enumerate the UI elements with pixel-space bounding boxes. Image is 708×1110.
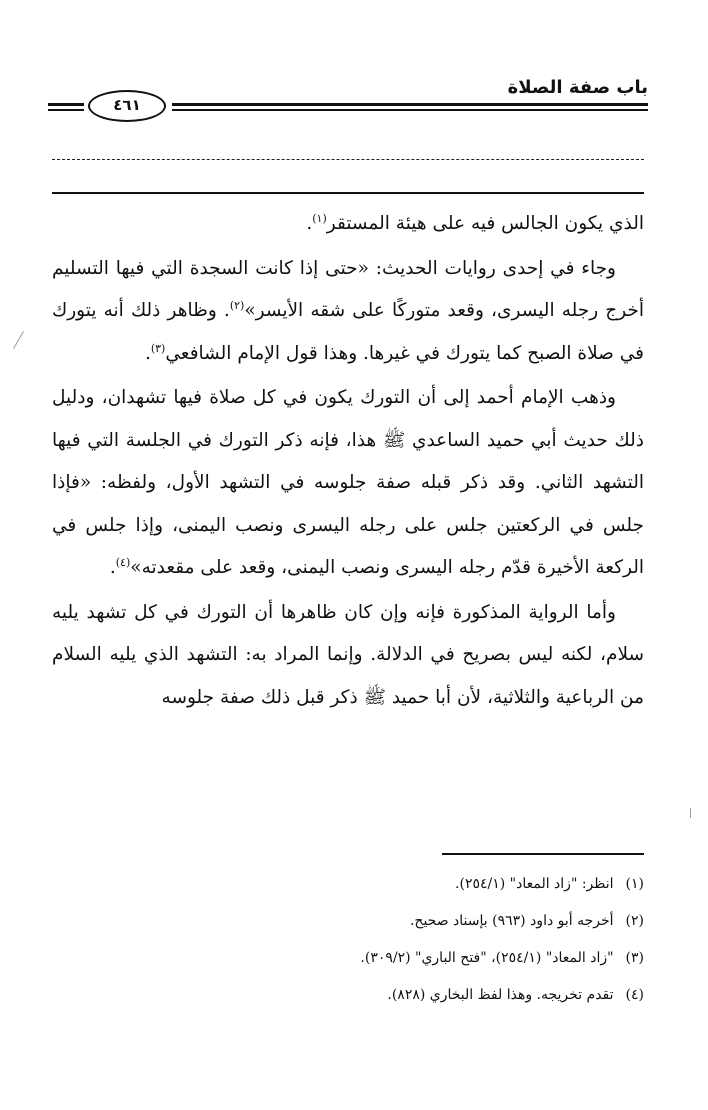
footnote-3: (٣) "زاد المعاد" (٢٥٤/١)، "فتح الباري" (٣٠٩/٢). [360, 950, 644, 966]
footnote-1: (١) انظر: "زاد المعاد" (٢٥٤/١). [455, 876, 644, 892]
footnote-ref-3: (٣) [150, 341, 166, 355]
paragraph-3: وذهب الإمام أحمد إلى أن التورك يكون في كل صلاة فيها تشهدان، ودليل ذلك حديث أبي حميد الساعدي ﷺ هذا، فإنه ذكر التورك في الجلسة التي فيها التشهد الثاني. وقد ذكر قبله صفة جلوسه في التشهد الأول، ولفظه: «فإذا جلس في الركعتين جلس على رجله اليسرى ونصب اليمنى، وإذا جلس في الركعة الأخيرة قدّم رجله اليسرى ونصب اليمنى، وقعد على مقعدته»$^{(٤)}$. [52, 387, 644, 578]
footnote-ref-4: (٤) [115, 555, 131, 569]
footnotes [84, 866, 644, 1014]
paragraph-4: وأما الرواية المذكورة فإنه وإن كان ظاهرها أن التورك في كل تشهد يليه سلام، لكنه ليس بصريح في الدلالة. وإنما المراد به: التشهد الذي يليه السلام من الرباعية والثلاثية، لأن أبا حميد ﷺ ذكر قبل ذلك صفة جلوسه [52, 601, 644, 708]
chapter-title: باب صفة الصلاة [507, 77, 648, 98]
scan-mark [13, 331, 24, 349]
page-header [48, 78, 648, 122]
paragraph-2: وجاء في إحدى روايات الحديث: «حتى إذا كانت السجدة التي فيها التسليم أخرج رجله اليسرى، وقعد متوركًا على شقه الأيسر»$^{(٢)}$. وظاهر ذلك أنه يتورك في صلاة الصبح كما يتورك في غيرها. وهذا قول الإمام الشافعي$^{(٣)}$. [52, 257, 644, 364]
footnote-separator [442, 853, 644, 855]
header-double-rule-left [48, 103, 84, 111]
footnote-2: (٢) أخرجه أبو داود (٩٦٣) بإسناد صحيح. [409, 913, 644, 929]
footnote-ref-1: (١) [312, 211, 327, 225]
footnote-4: (٤) تقدم تخريجه. وهذا لفظ البخاري (٨٢٨). [387, 987, 644, 1003]
body-text [52, 203, 644, 719]
dashed-separator [52, 159, 644, 160]
paragraph-1: الذي يكون الجالس فيه على هيئة المستقر$^{(١)}$. [306, 211, 644, 234]
text-top-rule [52, 192, 644, 194]
footnote-ref-2: (٢) [229, 298, 245, 312]
scan-mark [690, 808, 691, 818]
header-double-rule-right [172, 103, 648, 111]
page-number: ٤٦١ [88, 90, 166, 122]
